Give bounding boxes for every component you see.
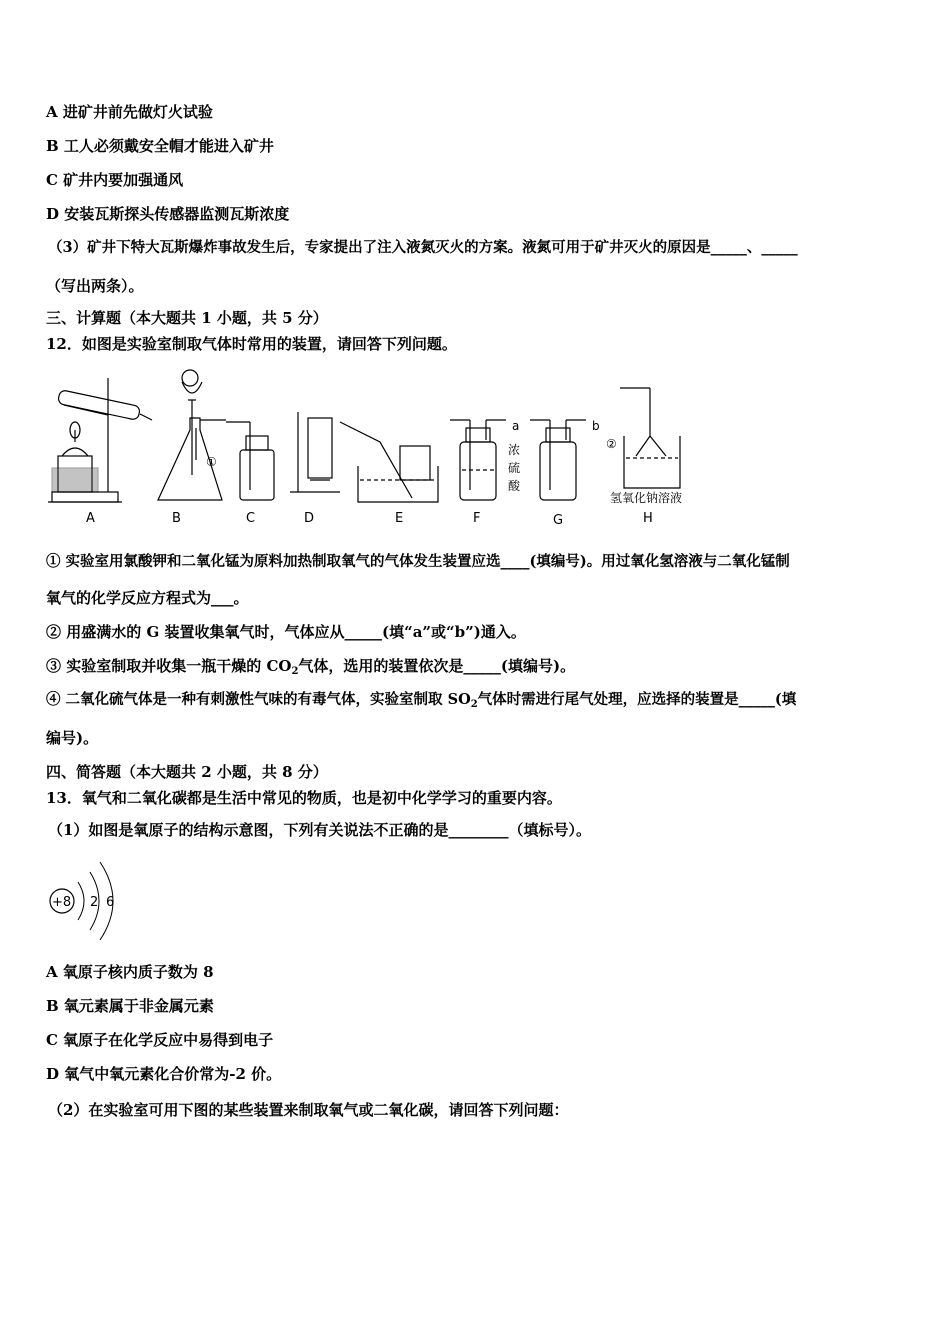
label-D: D [304, 511, 315, 526]
q12-part1-cont: 氧气的化学反应方程式为___。 [46, 589, 249, 607]
label-circle-1: ① [206, 455, 217, 469]
q12-part4: ④ 二氧化硫气体是一种有刺激性气味的有毒气体，实验室制取 $SO_2$气体时需进行尾气处理，应选择的装置是_____(填 [46, 691, 797, 710]
acid-char-2: 硫 [508, 461, 521, 475]
q13-option-a: A 氧原子核内质子数为 8 [46, 963, 214, 981]
q13-part1: （1）如图是氧原子的结构示意图，下列有关说法不正确的是________（填标号）。 [48, 821, 591, 839]
section-3-title: 三、计算题（本大题共 1 小题，共 5 分） [46, 309, 328, 327]
q12-part1: ① 实验室用氯酸钾和二氧化锰为原料加热制取氧气的气体发生装置应选____(填编号)。用过氧化氢溶液与二氧化锰制 [46, 553, 790, 570]
label-B: B [172, 511, 181, 526]
label-A: A [86, 511, 95, 526]
label-circle-2: ② [606, 437, 617, 451]
q11-option-b: B 工人必须戴安全帽才能进入矿井 [46, 137, 274, 155]
section-4-title: 四、简答题（本大题共 2 小题，共 8 分） [46, 763, 328, 781]
atom-shell-1: 2 [90, 895, 99, 910]
acid-char-1: 浓 [508, 443, 521, 457]
q13-option-c: C 氧原子在化学反应中易得到电子 [46, 1031, 274, 1049]
q11-option-a: A 进矿井前先做灯火试验 [46, 103, 213, 121]
q11-option-c: C 矿井内要加强通风 [46, 171, 184, 189]
q13-stem: 13．氧气和二氧化碳都是生活中常见的物质，也是初中化学学习的重要内容。 [46, 789, 562, 807]
atom-nucleus: +8 [52, 895, 72, 910]
q11-part3-note: （写出两条）。 [46, 277, 144, 295]
label-b: b [592, 419, 600, 433]
q12-part4-cont: 编号)。 [46, 729, 99, 747]
label-a: a [512, 419, 520, 433]
q13-option-d: D 氧气中氧元素化合价常为-2 价。 [46, 1065, 282, 1083]
atom-shell-2: 6 [106, 895, 115, 910]
acid-char-3: 酸 [508, 479, 521, 493]
label-G: G [553, 513, 564, 528]
label-C: C [246, 511, 256, 526]
oxygen-atom-diagram [44, 860, 134, 942]
label-F: F [473, 511, 481, 526]
q13-option-b: B 氧元素属于非金属元素 [46, 997, 214, 1015]
q12-stem: 12．如图是实验室制取气体时常用的装置，请回答下列问题。 [46, 335, 457, 353]
naoh-label: 氢氧化钠溶液 [610, 491, 683, 505]
q12-part3: ③ 实验室制取并收集一瓶干燥的 $CO_2$气体，选用的装置依次是_____(填编号)。 [46, 657, 576, 677]
q11-option-d: D 安装瓦斯探头传感器监测瓦斯浓度 [46, 205, 290, 223]
q11-part3: （3）矿井下特大瓦斯爆炸事故发生后，专家提出了注入液氮灭火的方案。液氮可用于矿井灭火的原因是_____、_____ [48, 239, 798, 256]
label-H: H [643, 511, 653, 526]
q13-part2: （2）在实验室可用下图的某些装置来制取氧气或二氧化碳，请回答下列问题： [48, 1101, 569, 1119]
q12-part2: ② 用盛满水的 G 装置收集氧气时，气体应从_____(填“a”或“b”)通入。 [46, 623, 526, 641]
label-E: E [395, 511, 404, 526]
apparatus-figure [40, 360, 720, 530]
